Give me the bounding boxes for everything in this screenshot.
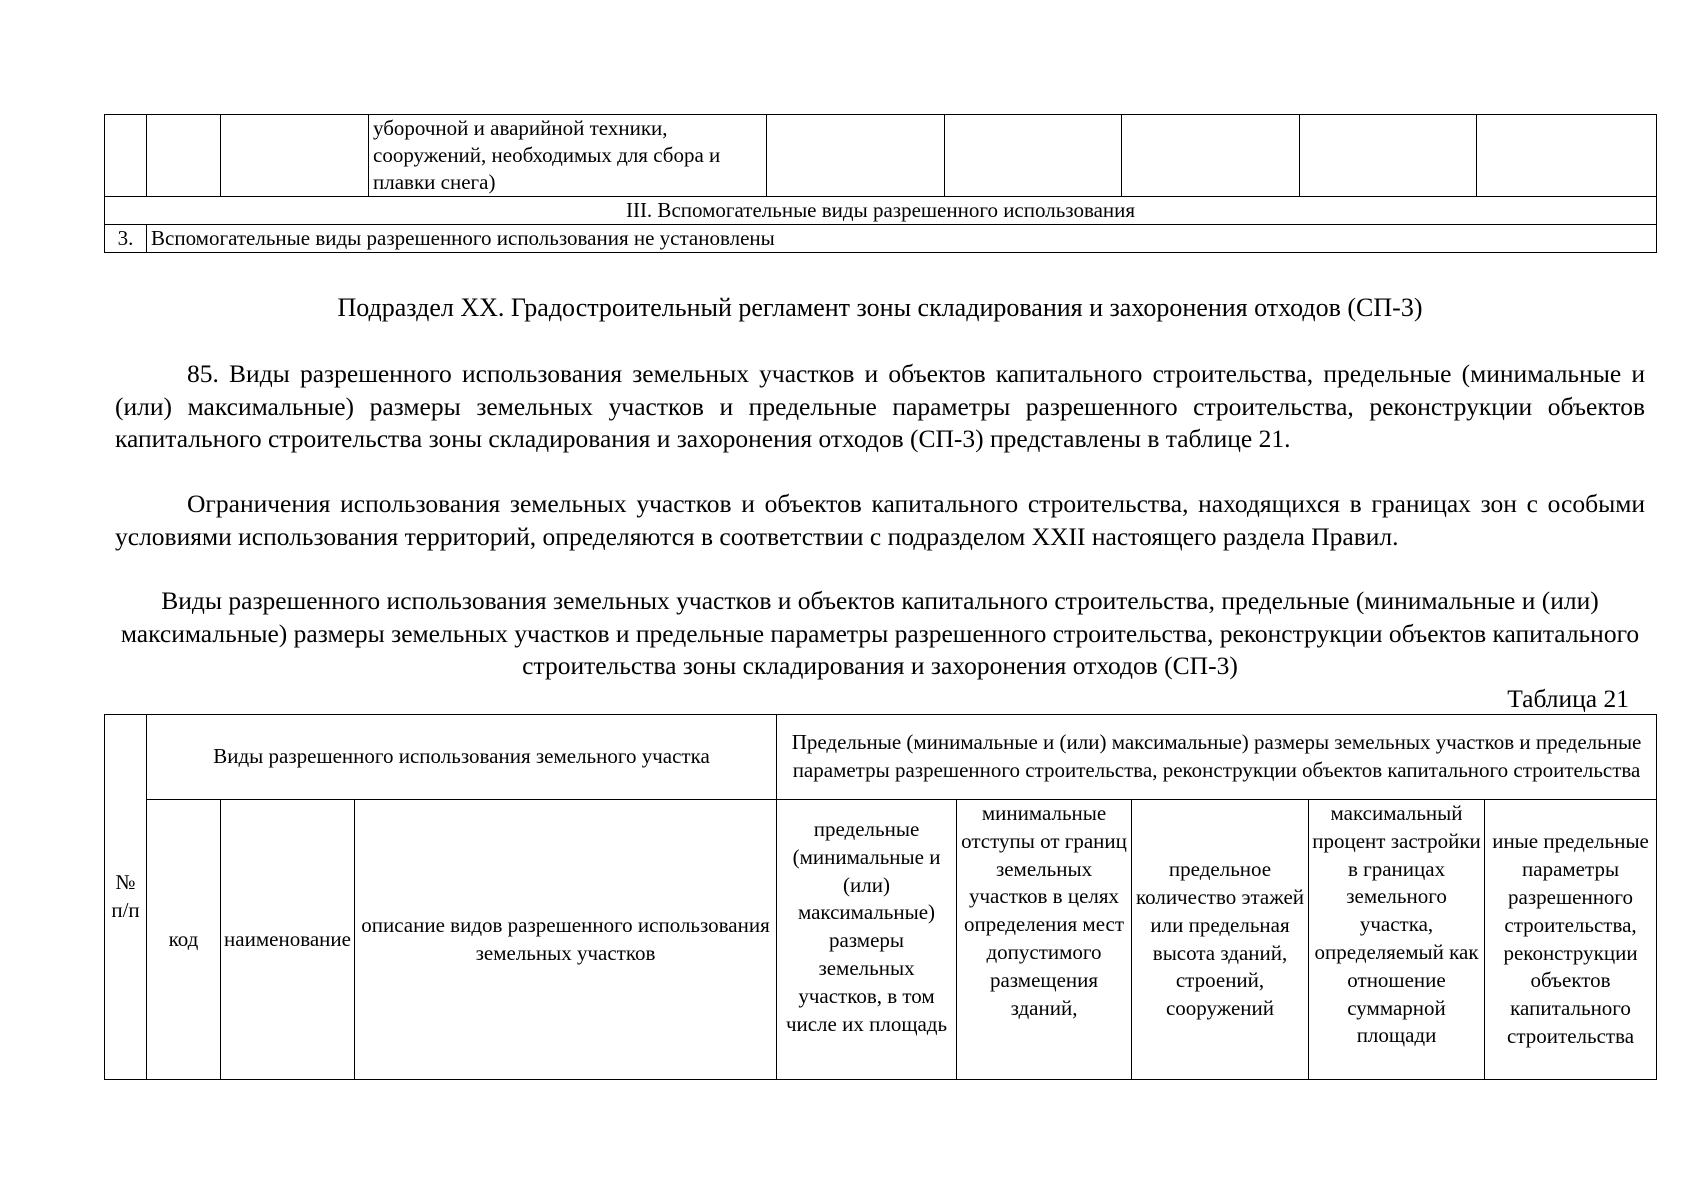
table-cell bbox=[945, 115, 1122, 197]
table-cell bbox=[221, 115, 369, 197]
code-header: код bbox=[147, 800, 221, 1080]
param1-header bbox=[777, 800, 957, 1080]
table-row bbox=[105, 197, 1657, 225]
paragraph-85: 85. Виды разрешенного использования земельных участков и объектов капитального строительства, предельные (минимальные и (или) максимальные) размеры земельных участков и предельные параметры разрешенного строительства, реконструкции объектов капитального строительства зоны складирования и захоронения отходов (СП-3) представлены в таблице 21. bbox=[115, 359, 1645, 453]
table-21 bbox=[104, 714, 1657, 1080]
section-header: III. Вспомогательные виды разрешенного использования bbox=[105, 197, 1657, 225]
description-header: описание видов разрешенного использования земельных участков bbox=[355, 800, 777, 1080]
table-cell bbox=[1477, 115, 1657, 197]
param4-text: максимальный процент застройки в границах земельного участка, определяемый как отношение суммарной площади bbox=[1312, 801, 1481, 1048]
param1-text: предельные (минимальные и (или) максимальные) размеры земельных участков, в том числе их площадь bbox=[785, 817, 948, 1036]
table-header-row bbox=[105, 800, 1657, 1080]
table-label: Таблица 21 bbox=[1507, 684, 1629, 713]
table-header-row bbox=[105, 715, 1657, 800]
subsection-title: Подраздел XX. Градостроительный регламент зоны складирования и захоронения отходов (СП-3) bbox=[337, 293, 1423, 322]
name-header: наименование bbox=[221, 800, 355, 1080]
continued-table bbox=[104, 114, 1657, 253]
table-cell bbox=[1300, 115, 1477, 197]
param3-header: предельное количество этажей или предельная высота зданий, строений, сооружений bbox=[1132, 800, 1309, 1080]
param5-header: иные предельные параметры разрешенного строительства, реконструкции объектов капитального строительства bbox=[1485, 800, 1657, 1080]
paragraph-restrictions: Ограничения использования земельных участков и объектов капитального строительства, находящихся в границах зон с особыми условиями использования территорий, определяются в соответствии с подразделом XXII настоящего раздела Правил. bbox=[115, 489, 1645, 551]
row-number: 3. bbox=[105, 225, 147, 253]
table-cell bbox=[105, 115, 147, 197]
param4-header bbox=[1309, 800, 1485, 1080]
param2-header bbox=[957, 800, 1132, 1080]
table-row bbox=[105, 225, 1657, 253]
table-cell bbox=[1122, 115, 1300, 197]
table-row bbox=[105, 115, 1657, 197]
description-fragment: уборочной и аварийной техники, сооружений, необходимых для сбора и плавки снега) bbox=[369, 115, 767, 197]
num-header: № п/п bbox=[105, 715, 147, 1080]
param2-text: минимальные отступы от границ земельных участков в целях определения мест допустимого размещения зданий, bbox=[961, 801, 1127, 1020]
group-right-header: Предельные (минимальные и (или) максимальные) размеры земельных участков и предельные параметры разрешенного строительства, реконструкции объектов капитального строительства bbox=[777, 715, 1657, 800]
group-left-header: Виды разрешенного использования земельного участка bbox=[147, 715, 777, 800]
table-caption: Виды разрешенного использования земельных участков и объектов капитального строительства, предельные (минимальные и (или) максимальные) размеры земельных участков и предельные параметры разрешенного строительства, реконструкции объектов капитального строительства зоны складирования и захоронения отходов (СП-3) bbox=[120, 586, 1640, 680]
row-text: Вспомогательные виды разрешенного использования не установлены bbox=[147, 225, 1657, 253]
table-cell bbox=[147, 115, 221, 197]
table-cell bbox=[767, 115, 945, 197]
